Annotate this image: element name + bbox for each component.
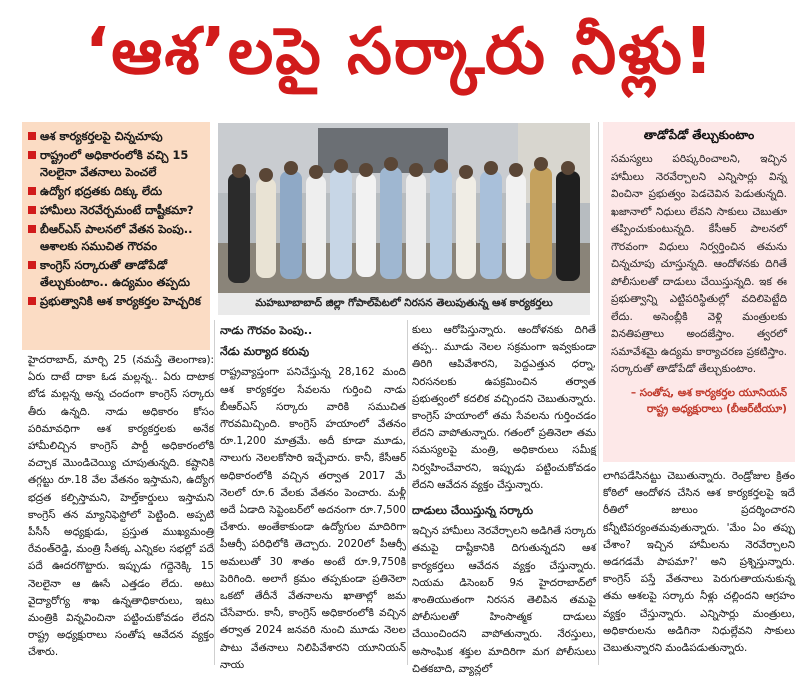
- column-divider: [407, 320, 408, 665]
- highlight-item: ఉద్యోగ భద్రతకు దిక్కు లేదు: [28, 183, 204, 200]
- article-column-1: హైదరాబాద్‌, మార్చి 25 (నమస్తే తెలంగాణ): ఏరు దాటే దాకా ఓడ మల్లన్న.. ఏరు దాటాక బోడ మల్లన్న అన్న చందంగా కాంగ్రెస్‌ సర్కారు తీరు ఉన్నది. నాడు అధికారం కోసం పరిమావధిగా ఆశ కార్యకర్తలకు అనేక హామీలిచ్చిన కాంగ్రెస్‌ పార్టీ అధికారంలోకి వచ్చాక మొండిచెయ్యి చూపుతున్నది. కష్టానికి తగ్గట్టు రూ.18 వేల వేతనం ఇస్తామని, ఉద్యోగ భద్రత కల్పిస్తామని, హెల్త్‌కార్డులు ఇస్తామని కాంగ్రెస్‌ తన మ్యానిఫెస్టోలో పెట్టింది. అప్పటి పీసీసీ అధ్యక్షుడు, ప్రస్తుత ముఖ్యమంత్రి రేవంత్‌రెడ్డి, మంత్రి సీతక్క ఎన్నికల సభల్లో పదే పదే ఊదరగొట్టారు. ఇప్పుడు గద్దెనెక్కి 15 నెలలైనా ఆ ఊసే ఎత్తడం లేదు. అటు వైద్యారోగ్య శాఖ ఉన్నతాధికారులు, ఇటు మంత్రికి విన్నవించినా పట్టించుకోవడం లేదని రాష్ట్ర అధ్యక్షురాలు సంతోష ఆవేదన వ్యక్తం చేశారు.: [28, 354, 214, 659]
- subheading-1b: నేడు మర్యాద కరువు: [220, 345, 310, 359]
- highlight-item: రాష్ట్రంలో అధికారంలోకి వచ్చి 15 నెలలైనా వేతనాలు పెంచలే: [28, 147, 204, 181]
- column-3-text-top: కులు ఆరోపిస్తున్నారు. ఆందోళనకు దిగితే తప్ప.. మూడు నెలల సక్రమంగా ఇవ్వకుండా తిరిగి ఆపివేశారని, పెద్దఎత్తున ధర్నా, నిరసనలకు ఉపక్రమించిన తర్వాత ప్రభుత్వంలో కదలిక వచ్చిందని చెబుతున్నారు. కాంగ్రెస్‌ హయాంలో తమ సేవలను గుర్తించడం లేదని వాపోతున్నారు. గతంలో ప్రతినెలా తమ సమస్యలపై మంత్రి, అధికారులు సమీక్ష నిర్వహించేవారని, ఇప్పుడు పట్టించుకోవడం లేదని ఆవేదన వ్యక్తం చేస్తున్నారు.: [412, 324, 596, 491]
- article-column-3: [412, 322, 596, 678]
- subheading-1a: నాడు గౌరవం పెంపు..: [220, 324, 313, 337]
- article-column-4: లాగిపడేసినట్టు చెబుతున్నారు. రెండ్రోజుల క్రితం కోఠిలో ఆందోళన చేసిన ఆశ కార్యకర్తలపై ఇదే రీతిలో జులుం ప్రదర్శించారని కన్నీటిపర్యంతమవుతున్నారు. 'మేం ఏం తప్పు చేశాం? ఇచ్చిన హామీలను నెరవేర్చాలని అడగడమే పాపమా?' అని ప్రశ్నిస్తున్నారు. కాంగ్రెస్‌ పస్తే వేతనాలు పెరుగుతాయనుకున్న తమ ఆశలపై సర్కారు నీళ్లు చల్లిందని ఆగ్రహం వ్యక్తం చేస్తున్నారు. ఎన్నిసార్లు మంత్రులు, అధికారులను అడిగినా నిధుల్లేవని సాకులు చెబుతున్నారని మండిపడుతున్నారు.: [603, 470, 795, 655]
- highlight-item: హామీలు నెరవేర్చమంటే దాష్టీకమా?: [28, 202, 204, 219]
- highlight-item: కాంగ్రెస్‌ సర్కారుతో తాడోపేడో తేల్చుకుంటాం.. ఉద్యమం తప్పదు: [28, 257, 204, 291]
- article-column-2: [220, 322, 406, 674]
- bullet-icon: [28, 132, 36, 140]
- highlight-item: బీఆర్‌ఎస్‌ పాలనలో వేతన పెంపు.. ఆశాలకు సముచిత గౌరవం: [28, 221, 204, 255]
- photo-caption: మహబూబాబాద్‌ జిల్లా గోపాల్‌పేటలో నిరసన తెలుపుతున్న ఆశ కార్యకర్తలు: [218, 293, 590, 315]
- quote-sidebar: [603, 122, 795, 462]
- column-2-text: రాష్ట్రవ్యాప్తంగా పనిచేస్తున్న 28,162 మంది ఆశ కార్యకర్తల సేవలను గుర్తించి నాడు బీఆర్‌ఎస్‌ సర్కారు వారికి సముచిత గౌరవమిచ్చింది. కాంగ్రెస్‌ హయాంలో వేతనం రూ.1,200 మాత్రమే. అదీ కూడా మూడు, నాలుగు నెలలకోసారి ఇచ్చేవారు. కానీ, కేసీఆర్‌ అధికారంలోకి వచ్చిన తర్వాత 2017 మే నెలలో రూ.6 వేలకు వేతనం పెంచారు. మళ్లీ అదే ఏడాది సెప్టెంబర్‌లో అదనంగా రూ.7,500 చేశారు. అంతేకాకుండా ఉద్యోగుల మాదిరిగా పీఆర్సీ పరిధిలోకి తెచ్చారు. 2020లో పీఆర్సీ అమలుతో 30 శాతం అంటే రూ.9,750కి పెరిగింది. అలాగే క్రమం తప్పకుండా ప్రతినెలా ఒకటో తేదీనే వేతనాలను ఖాతాల్లో జమ చేసేవారు. కానీ, కాంగ్రెస్‌ అధికారంలోకి వచ్చిన తర్వాత 2024 జనవరి నుంచి మూడు నెలల పాటు వేతనాలు నిలిపివేశారని యూనియన్‌ నాయ: [220, 366, 406, 671]
- column-3-text-bottom: ఇచ్చిన హామీలు నెరవేర్చాలని అడిగితే సర్కారు తమపై దాష్టీకానికి దిగుతున్నదని ఆశ కార్యకర్తలు ఆవేదన వ్యక్తం చేస్తున్నారు. నియమ డిసెంబర్‌ 9న హైదరాబాద్‌లో శాంతియుతంగా నిరసన తెలిపిన తమపై పోలీసులతో హింసాత్మక దాడులు చేయించిందని వాపోతున్నారు. నేరస్తులు, అసాంఘిక శక్తుల మాదిరిగా మగ పోలీసులు చితకబాది, వ్యాన్లలో: [412, 525, 596, 675]
- bullet-icon: [28, 151, 36, 159]
- subheading-2: దాడులు చేయిస్తున్న సర్కారు: [412, 504, 534, 518]
- bullet-icon: [28, 297, 36, 305]
- bullet-icon: [28, 206, 36, 214]
- column-divider: [598, 122, 599, 665]
- highlights-box: [22, 122, 210, 350]
- highlight-item: ఆశ కార్యకర్తలపై చిన్నచూపు: [28, 128, 204, 145]
- sidebar-title: తాడోపేడో తేల్చుకుంటాం: [643, 128, 755, 142]
- bullet-icon: [28, 225, 36, 233]
- column-divider: [214, 320, 215, 665]
- sidebar-signature: – సంతోష, ఆశ కార్యకర్తల యూనియన్‌ రాష్ట్ర అధ్యక్షురాలు (బీఆర్‌టీయూ): [630, 386, 787, 415]
- protest-photo: [218, 123, 590, 293]
- sidebar-body: సమస్యలు పరిష్కరించాలని, ఇచ్చిన హామీలు నెరవేర్చాలని ఎన్నిసార్లు విన్న వించినా ప్రభుత్వం పెడచెవిన పెడుతున్నది. ఖజానాలో నిధులు లేవని సాకులు చెబుతూ తప్పించుకుంటున్నది. కేసీఆర్‌ పాలనలో గౌరవంగా విధులు నిర్వర్తించిన తమను చిన్నచూపు చూస్తున్నది. ఆందోళనకు దిగితే పోలీసులతో దాడులు చేయిస్తున్నది. ఇక ఈ ప్రభుత్వాన్ని ఎట్టిపరిస్థితుల్లో వదిలిపెట్టేది లేదు. అసెంబ్లీకి వెళ్లి మంత్రులకు వినతిపత్రాలు అందజేస్తాం. త్వరలో సమావేశమై ఉద్యమ కార్యాచరణ ప్రకటిస్తాం. సర్కారుతో తాడోపేడో తేల్చుకుంటాం.: [611, 153, 787, 375]
- bullet-icon: [28, 187, 36, 195]
- bullet-icon: [28, 261, 36, 269]
- highlight-item: ప్రభుత్వానికి ఆశ కార్యకర్తల హెచ్చరిక: [28, 293, 204, 310]
- protest-photo-illustration: [218, 123, 590, 293]
- headline: ‘ఆశ’లపై సర్కారు నీళ్లు!: [84, 14, 716, 89]
